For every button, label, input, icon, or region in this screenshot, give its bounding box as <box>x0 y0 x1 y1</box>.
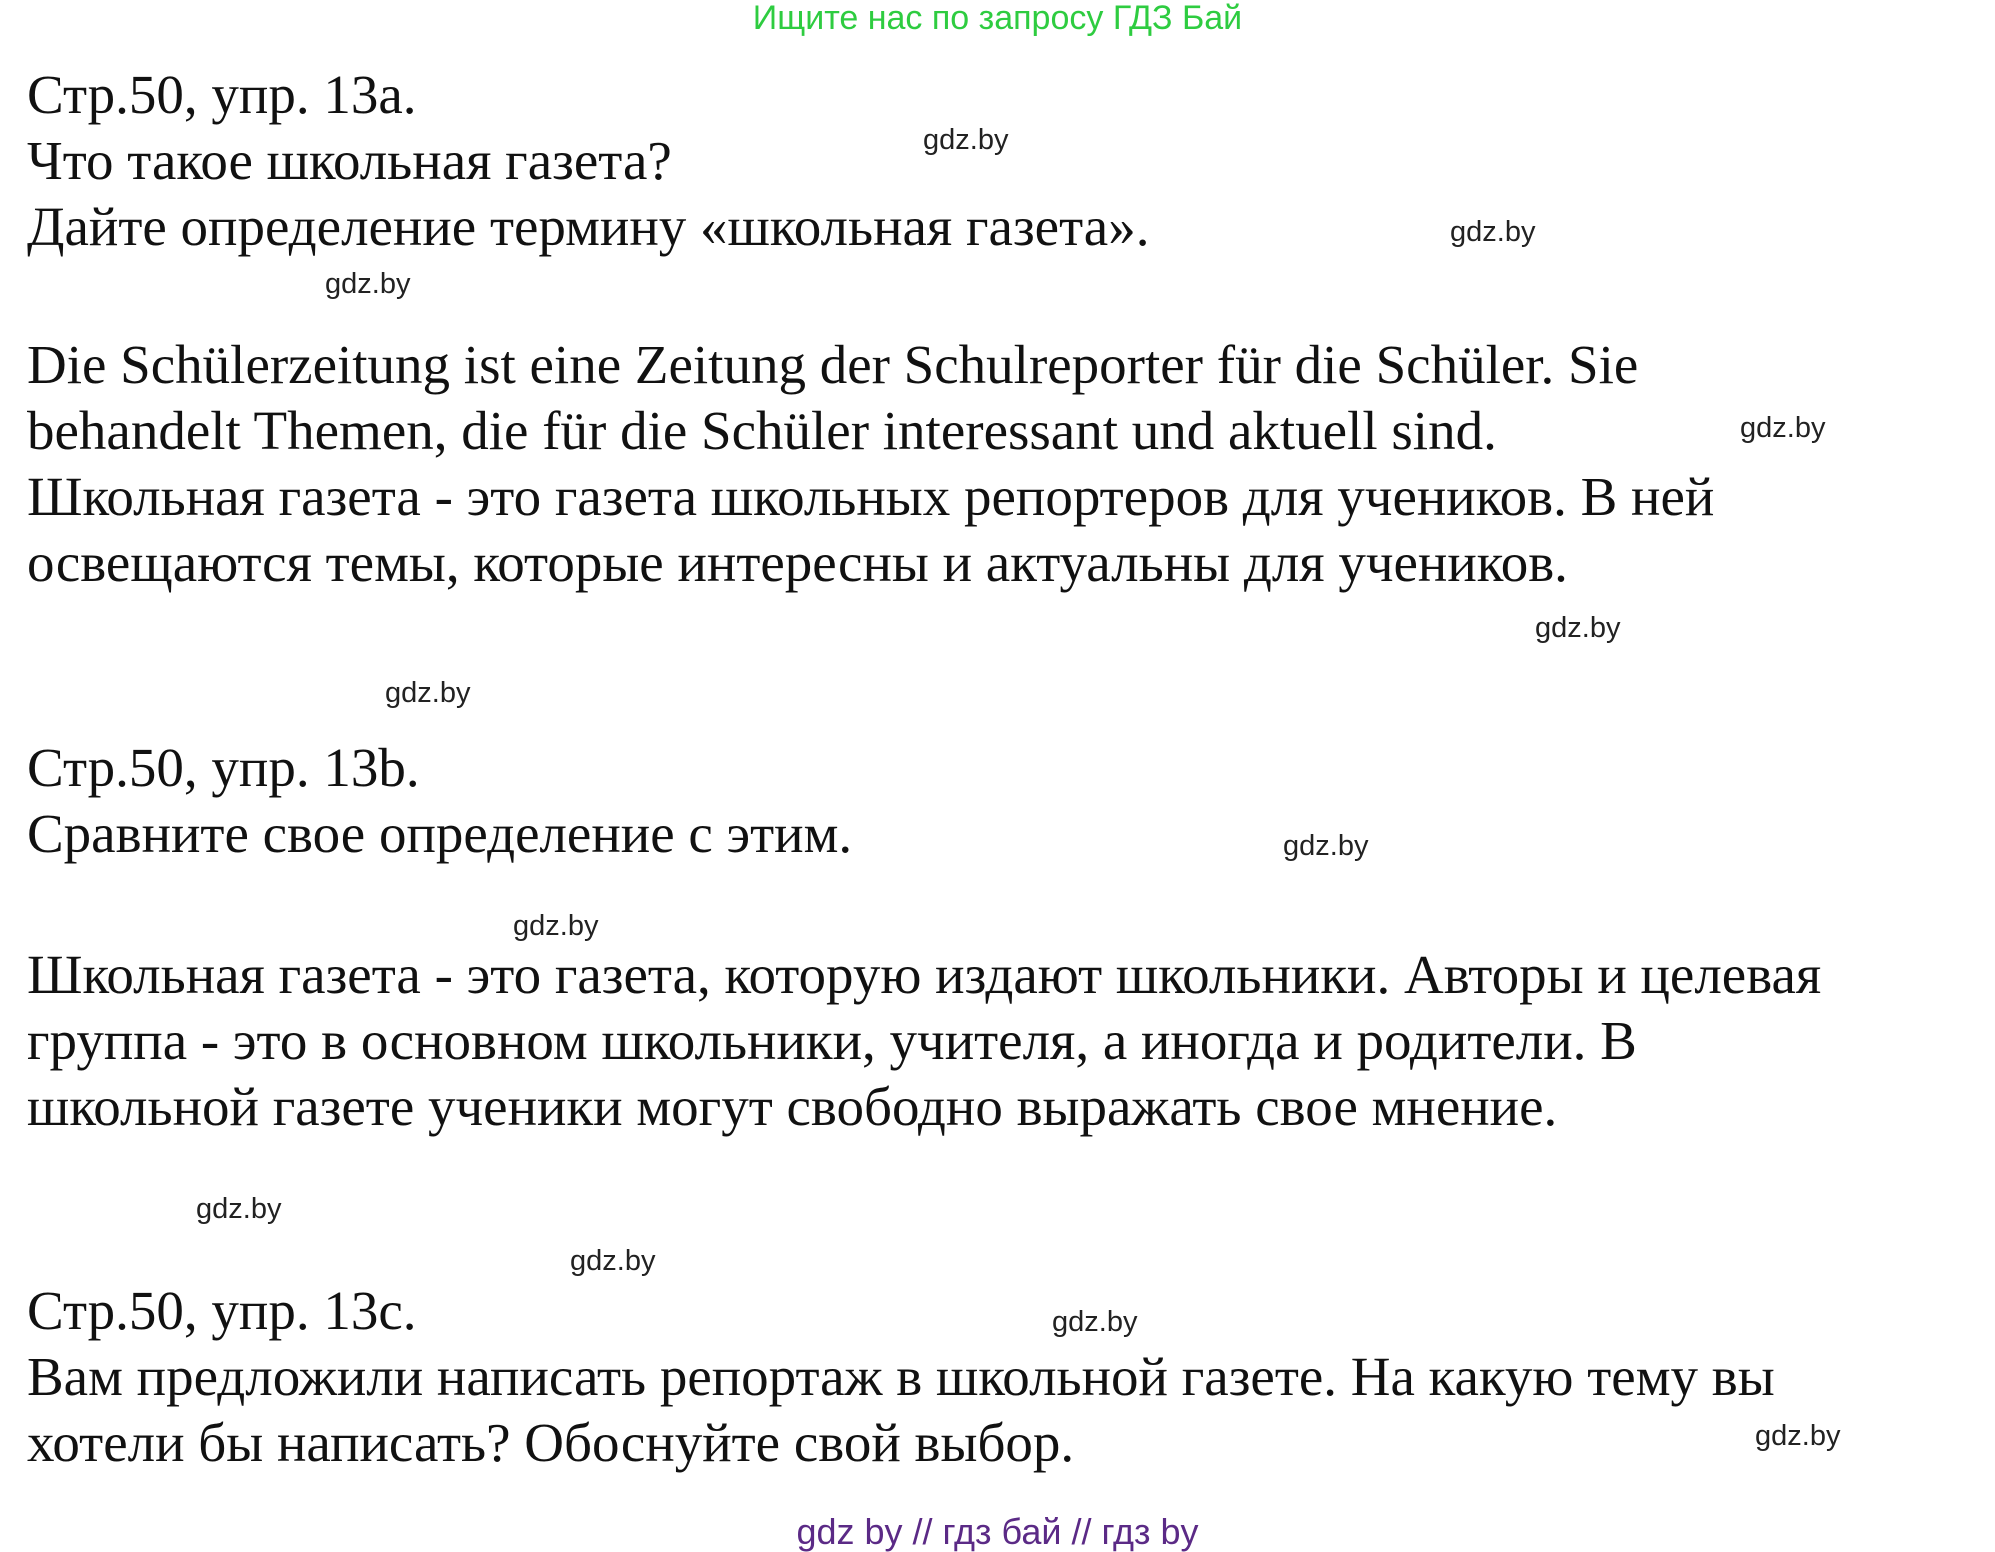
question-line: Сравните свое определение с этим. <box>27 803 853 864</box>
watermark: gdz.by <box>1740 412 1826 444</box>
top-banner: Ищите нас по запросу ГДЗ Бай <box>752 0 1243 37</box>
watermark: gdz.by <box>196 1193 282 1225</box>
question-line: хотели бы написать? Обоснуйте свой выбор. <box>27 1412 1075 1473</box>
question-line: Дайте определение термину «школьная газета». <box>27 196 1150 257</box>
watermark: gdz.by <box>1283 830 1369 862</box>
watermark: gdz.by <box>1535 612 1621 644</box>
watermark: gdz.by <box>570 1245 656 1277</box>
watermark: gdz.by <box>1755 1420 1841 1452</box>
answer-line: Die Schülerzeitung ist eine Zeitung der Schulreporter für die Schüler. Sie <box>27 334 1639 395</box>
watermark: gdz.by <box>923 124 1009 156</box>
answer-line: освещаются темы, которые интересны и актуальны для учеников. <box>27 532 1568 593</box>
watermark: gdz.by <box>325 268 411 300</box>
watermark: gdz.by <box>385 677 471 709</box>
exercise-heading-13c: Стр.50, упр. 13c. <box>27 1280 417 1341</box>
answer-line: школьной газете ученики могут свободно выражать свое мнение. <box>27 1076 1558 1137</box>
answer-line: behandelt Themen, die für die Schüler interessant und aktuell sind. <box>27 400 1497 461</box>
question-line: Вам предложили написать репортаж в школьной газете. На какую тему вы <box>27 1346 1775 1407</box>
answer-line: Школьная газета - это газета школьных репортеров для учеников. В ней <box>27 466 1715 527</box>
watermark: gdz.by <box>1052 1306 1138 1338</box>
answer-line: Школьная газета - это газета, которую издают школьники. Авторы и целевая <box>27 944 1822 1005</box>
watermark: gdz.by <box>1450 216 1536 248</box>
watermark: gdz.by <box>513 910 599 942</box>
answer-line: группа - это в основном школьники, учителя, а иногда и родители. В <box>27 1010 1637 1071</box>
exercise-heading-13b: Стр.50, упр. 13b. <box>27 737 420 798</box>
question-line: Что такое школьная газета? <box>27 130 672 191</box>
footer-links: gdz by // гдз бай // гдз by <box>796 1511 1199 1552</box>
exercise-heading-13a: Стр.50, упр. 13a. <box>27 64 417 125</box>
